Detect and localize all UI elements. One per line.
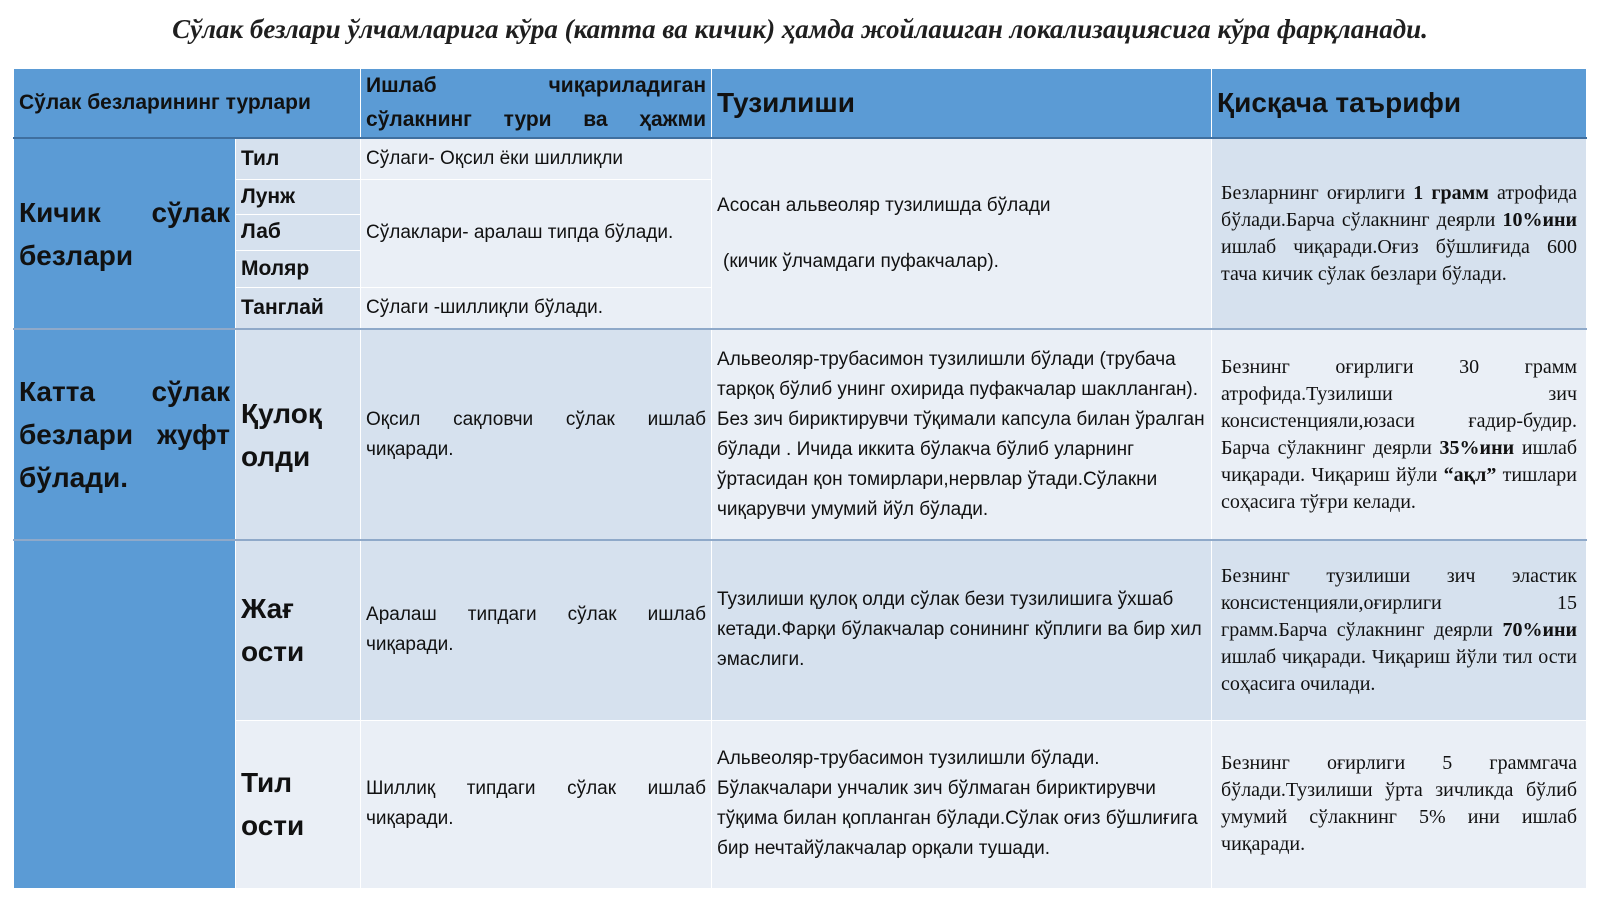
small-gland-til: Тил	[236, 138, 361, 179]
header-saliva-type-volume: Ишлаб чиқариладиган сўлакнинг тури ва ҳажми	[361, 69, 712, 139]
table-row	[14, 138, 1587, 179]
header-brief: Қисқача таърифи	[1212, 69, 1587, 139]
parotid-name: Қулоқ олди	[236, 329, 361, 540]
small-gland-lunj: Лунж	[236, 179, 361, 214]
brief-text: Безнинг тузилиши зич эластик консистенцияли,оғирлиги 15 грамм.Барча сўлакнинг деярли	[1221, 564, 1578, 641]
table-header-row	[14, 69, 1587, 139]
brief-text: Безларнинг оғирлиги	[1221, 181, 1414, 204]
parotid-structure: Альвеоляр-трубасимон тузилишли бўлади (трубача тарқоқ бўлиб унинг охирида пуфакчалар шаклланган). Без зич бириктирувчи тўқимали капсула билан ўралган бўлади . Ичида иккита бўлакча бўлиб уларнинг ўртасидан қон томирлари,нервлар ўтади.Сўлакни чиқарувчи умумий йўл бўлади.	[712, 329, 1212, 540]
sublingual-name: Тил ости	[236, 720, 361, 888]
brief-text: тишлари соҳасига тўғри келади.	[1221, 463, 1578, 513]
parotid-brief	[1212, 329, 1587, 540]
brief-text: ишлаб чиқаради.Оғиз бўшлиғида 600 тача кичик сўлак безлари бўлади.	[1221, 235, 1578, 285]
parotid-saliva: Оқсил сақловчи сўлак ишлаб чиқаради.	[361, 329, 712, 540]
submandibular-name: Жағ ости	[236, 540, 361, 720]
brief-bold: “ақл”	[1443, 463, 1497, 486]
small-gland-tanglay: Танглай	[236, 287, 361, 329]
table-row	[14, 720, 1587, 888]
salivary-glands-table	[13, 68, 1587, 889]
page-title: Сўлак безлари ўлчамларига кўра (катта ва кичик) ҳамда жойлашган локализациясига кўра фарқланади.	[172, 14, 1428, 44]
brief-bold: 10%ини	[1502, 208, 1578, 231]
large-glands-group-label: Катта сўлак безлари жуфт бўлади.	[14, 329, 236, 540]
small-glands-structure	[712, 138, 1212, 329]
header-structure: Тузилиши	[712, 69, 1212, 139]
large-glands-blank	[14, 540, 236, 888]
brief-text: ишлаб чиқаради. Чиқариш йўли	[1221, 436, 1578, 486]
submandibular-brief	[1212, 540, 1587, 720]
table-row	[14, 540, 1587, 720]
brief-text: Безнинг оғирлиги 30 грамм атрофида.Тузилиши зич консистенцияли,юзаси ғадир-будир. Барча сўлакнинг деярли	[1221, 355, 1578, 459]
brief-bold: 70%ини	[1502, 618, 1578, 641]
saliva-tanglay: Сўлаги -шиллиқли бўлади.	[361, 287, 712, 329]
brief-bold: 35%ини	[1439, 436, 1515, 459]
small-glands-group-label: Кичик сўлак безлари	[14, 138, 236, 329]
brief-bold: 1 грамм	[1413, 181, 1489, 204]
brief-text: атрофида бўлади.Барча сўлакнинг деярли	[1221, 181, 1578, 231]
submandibular-saliva: Аралаш типдаги сўлак ишлаб чиқаради.	[361, 540, 712, 720]
small-glands-brief	[1212, 138, 1587, 329]
sublingual-saliva: Шиллиқ типдаги сўлак ишлаб чиқаради.	[361, 720, 712, 888]
saliva-mixed: Сўлаклари- аралаш типда бўлади.	[361, 179, 712, 287]
small-gland-molyar: Моляр	[236, 250, 361, 287]
small-structure-line2: (кичик ўлчамдаги пуфакчалар).	[723, 250, 999, 272]
sublingual-brief: Безнинг оғирлиги 5 граммгача бўлади.Тузилиши ўрта зичликда бўлиб умумий сўлакнинг 5% ини ишлаб чиқаради.	[1212, 720, 1587, 888]
table-row	[14, 329, 1587, 540]
brief-text: ишлаб чиқаради. Чиқариш йўли тил ости соҳасига очилади.	[1221, 645, 1578, 695]
small-structure-line1: Асосан альвеоляр тузилишда бўлади	[717, 194, 1051, 216]
header-types: Сўлак безларининг турлари	[14, 69, 361, 139]
saliva-til: Сўлаги- Оқсил ёки шиллиқли	[361, 138, 712, 179]
sublingual-structure: Альвеоляр-трубасимон тузилишли бўлади. Бўлакчалари унчалик зич бўлмаган бириктирувчи тўқима билан қопланган бўлади.Сўлак оғиз бўшлиғига бир нечтайўлакчалар орқали тушади.	[712, 720, 1212, 888]
submandibular-structure: Тузилиши қулоқ олди сўлак бези тузилишига ўхшаб кетади.Фарқи бўлакчалар сонининг кўплиги ва бир хил эмаслиги.	[712, 540, 1212, 720]
small-gland-lab: Лаб	[236, 214, 361, 250]
